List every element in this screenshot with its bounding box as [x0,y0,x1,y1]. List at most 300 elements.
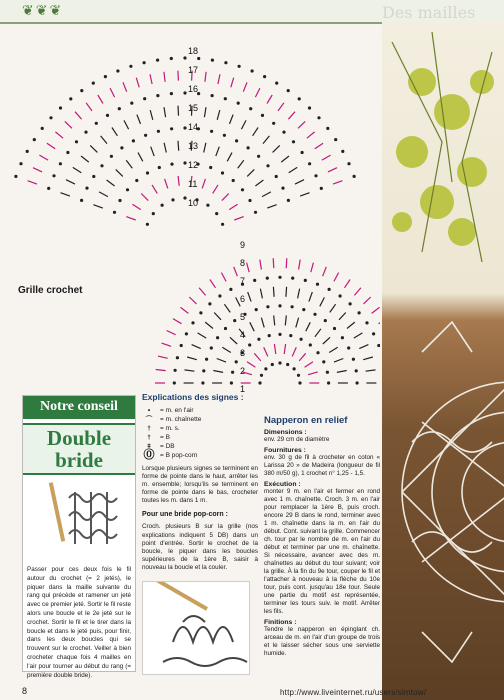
chain-stitch-mark [347,162,350,165]
double-crochet-mark [173,319,182,324]
chain-stitch-mark [156,94,159,97]
double-crochet-mark [273,287,274,297]
double-crochet-mark [90,145,97,152]
legend-symbol-icon: ⓪ [143,449,155,461]
double-crochet-mark [229,204,237,209]
double-crochet-mark [210,280,216,288]
chain-stitch-mark [143,61,146,64]
double-crochet-mark [164,107,166,117]
double-crochet-mark [39,155,48,160]
chain-stitch-mark [302,308,305,311]
chain-stitch-mark [95,122,98,125]
row-number-label: 2 [240,366,246,376]
double-crochet-mark [248,292,251,302]
double-crochet-mark [241,120,246,129]
double-crochet-mark [217,110,220,120]
double-crochet-mark [33,168,42,172]
chain-stitch-mark [174,369,177,372]
double-crochet-mark [323,337,330,344]
chain-stitch-mark [211,94,214,97]
chain-stitch-mark [221,171,224,174]
double-crochet-mark [187,357,197,360]
double-crochet-mark [379,319,381,324]
double-crochet-mark [354,333,363,338]
chain-stitch-mark [316,283,319,286]
double-crochet-mark [267,205,276,208]
chain-stitch-mark [317,116,320,119]
chain-stitch-mark [129,65,132,68]
double-crochet-mark [198,333,207,338]
chain-stitch-mark [314,174,317,177]
double-crochet-mark [81,156,89,162]
chain-stitch-mark [253,279,256,282]
double-crochet-mark [273,258,274,268]
double-crochet-mark [298,289,300,299]
double-crochet-mark [263,136,269,144]
double-crochet-mark [156,370,166,371]
double-crochet-mark [192,345,201,349]
chain-stitch-mark [118,199,121,202]
tip-header: Notre conseil [23,396,135,419]
chain-stitch-mark [183,91,186,94]
chain-stitch-mark [326,371,329,374]
finish-label: Finitions : [264,619,297,626]
double-crochet-mark [178,141,179,151]
double-crochet-mark [366,370,376,371]
chain-stitch-mark [224,97,227,100]
chain-stitch-mark [263,75,266,78]
double-crochet-mark [189,297,196,304]
double-crochet-mark [305,362,313,367]
chain-stitch-mark [52,174,55,177]
chain-stitch-mark [272,122,275,125]
double-crochet-mark [298,121,305,128]
double-crochet-mark [224,304,230,312]
double-crochet-mark [334,359,343,363]
double-crochet-mark [250,322,254,331]
double-crochet-mark [221,273,226,282]
chain-stitch-mark [110,155,113,158]
chain-stitch-mark [322,360,325,363]
double-crochet-mark [329,347,338,352]
chain-stitch-mark [104,75,107,78]
chain-stitch-mark [358,311,361,314]
double-crochet-mark [181,307,189,313]
double-crochet-mark [372,307,380,313]
double-crochet-mark [299,353,306,361]
double-crochet-mark [234,267,238,276]
double-crochet-mark [230,337,237,344]
chain-stitch-mark [278,333,281,336]
chain-stitch-mark [146,223,149,226]
chain-stitch-mark [278,361,281,364]
double-crochet-mark [267,95,272,104]
chain-stitch-mark [266,277,269,280]
double-crochet-mark [354,288,361,296]
chain-stitch-mark [75,140,78,143]
chain-stitch-mark [209,166,212,169]
chain-stitch-mark [191,321,194,324]
chain-stitch-mark [278,276,281,279]
double-crochet-mark [205,72,206,82]
chain-stitch-mark [224,327,227,330]
chain-stitch-mark [92,175,95,178]
double-crochet-mark [178,71,179,81]
chain-stitch-mark [255,308,258,311]
row-number-label: 15 [188,103,199,113]
legend-label: = B pop-corn [160,452,198,459]
double-crochet-mark [107,180,115,186]
double-crochet-mark [311,263,314,273]
legend-title: Explications des signes : [142,392,244,402]
row-number-label: 6 [240,294,246,304]
dimensions-label: Dimensions : [264,429,307,436]
chain-stitch-mark [170,57,173,60]
double-crochet-mark [274,344,275,354]
chain-stitch-mark [206,204,209,207]
chain-stitch-mark [298,381,301,384]
chain-stitch-mark [221,223,224,226]
double-crochet-mark [231,78,234,88]
double-crochet-mark [295,180,304,184]
double-crochet-mark [253,128,259,136]
chain-stitch-mark [218,294,221,297]
chain-stitch-mark [355,369,358,372]
row-number-label: 4 [240,330,246,340]
chain-stitch-mark [341,336,344,339]
tip-title [23,423,135,475]
legend-list [142,406,258,460]
double-crochet-mark [330,304,336,312]
chain-stitch-mark [120,146,123,149]
chain-stitch-mark [113,211,116,214]
double-crochet-mark [126,160,132,168]
row-number-label: 3 [240,348,246,358]
chain-stitch-mark [235,139,238,142]
chain-stitch-mark [326,127,329,130]
chain-stitch-mark [231,371,234,374]
double-crochet-mark [286,258,287,268]
double-crochet-mark [306,322,310,331]
ornament-icon: ❦❦❦ [22,2,64,18]
tip-title-line1: Double [46,426,112,450]
row-number-label: 9 [240,240,246,250]
doily-photo [382,22,504,700]
double-crochet-mark [178,106,179,116]
double-crochet-mark [136,78,139,88]
chain-stitch-mark [69,97,72,100]
double-crochet-mark [292,347,296,356]
legend-item [142,424,258,433]
row-number-label: 13 [188,141,199,151]
legend-label: = m. en l'air [160,407,194,414]
legend-item [142,433,258,442]
chain-stitch-mark [19,162,22,165]
legend-label: = DB [160,443,175,450]
chain-stitch-mark [257,338,260,341]
double-crochet-mark [363,357,373,360]
chain-stitch-mark [100,164,103,167]
double-crochet-mark [124,120,129,129]
chain-stitch-mark [301,151,304,154]
double-crochet-mark [299,260,301,270]
chart-label: Grille crochet [18,285,83,296]
double-crochet-mark [322,155,331,160]
double-crochet-mark [284,344,285,354]
chain-stitch-mark [84,131,87,134]
row-number-label: 7 [240,276,246,286]
chain-stitch-mark [293,367,296,370]
chain-stitch-mark [287,89,290,92]
row-number-label: 5 [240,312,246,322]
chain-stitch-mark [230,381,233,384]
row-number-label: 11 [188,179,198,189]
double-crochet-mark [300,193,309,196]
crochet-chart [10,28,380,423]
chain-stitch-mark [210,130,213,133]
double-crochet-mark [288,112,295,120]
chain-stitch-mark [216,336,219,339]
execution-label: Exécution : [264,481,301,488]
chain-stitch-mark [287,199,290,202]
chain-stitch-mark [180,344,183,347]
chain-stitch-mark [232,179,235,182]
legend-symbol-icon: † [147,434,151,441]
chain-stitch-mark [309,343,312,346]
dimensions-text: env. 29 cm de diamètre [264,436,330,443]
popcorn-heading: Pour une bride pop-corn : [142,511,228,519]
chain-stitch-mark [328,288,331,291]
double-crochet-mark [286,287,287,297]
row-number-label: 18 [188,46,199,56]
chain-stitch-mark [372,332,375,335]
legend-symbol-icon: • [147,407,151,414]
chain-stitch-mark [289,334,292,337]
legend-symbol-icon: ⌒ [145,416,153,423]
double-crochet-mark [260,260,262,270]
double-crochet-mark [138,153,143,162]
pattern-column [264,415,380,660]
page-header-band [0,0,504,24]
double-crochet-mark [222,347,231,352]
legend-label: = B [160,434,170,441]
chain-stitch-mark [286,363,289,366]
chain-stitch-mark [261,114,264,117]
chain-stitch-mark [316,351,319,354]
chain-stitch-mark [281,187,284,190]
execution-text: monter 9 m. en l'air et fermer en rond avec 1 m. chaînette. Croch. 3 m. en l'air pour remplacer la 1ère B, puis croch. encore 29 B dans le rond, terminer avec 1 m. chaînette dans la m. en l'air du début. Cont. suivant la grille. Commencer ch. tour par le nombre de m. en l'air du début et terminer par une m. chaînette. Si nécessaire, avancer avec des m. chaînettes au début du tour suivant; voir la grille. À la fin du 9e tour, couper le fil et l'attacher à nouveau à la flèche du 10e tour, puis cont. jusqu'au 18e tour. Seule une partie du motif est représentée, terminer les tours suiv. le motif. Arrêter les fils. [264,488,380,615]
row-number-label: 17 [188,65,199,75]
double-crochet-mark [110,88,115,97]
chain-stitch-mark [266,305,269,308]
double-crochet-mark [132,204,140,209]
chain-stitch-mark [308,106,311,109]
chain-stitch-mark [278,304,281,307]
chain-stitch-mark [233,319,236,322]
chain-stitch-mark [132,139,135,142]
chain-stitch-mark [324,319,327,322]
double-crochet-mark [86,103,92,111]
double-crochet-mark [273,145,280,152]
chain-stitch-mark [260,374,263,377]
chain-stitch-mark [66,151,69,154]
double-crochet-mark [116,169,123,176]
supplies-text: env. 30 g de fil à crocheter en coton « Larissa 20 » de Madeira (longueur de fil 380 m/50 g), 1 crochet n° 1,25 - 1,5. [264,454,380,477]
chain-stitch-mark [158,166,161,169]
double-crochet-mark [260,289,262,299]
chart-lower-fan [155,258,380,384]
legend-label: = m. s. [160,425,180,432]
chain-stitch-mark [176,356,179,359]
chain-stitch-mark [135,179,138,182]
double-crochet-mark [101,136,107,144]
chain-stitch-mark [258,381,261,384]
double-crochet-mark [150,74,152,84]
double-crochet-mark [47,143,55,149]
chain-stitch-mark [183,161,186,164]
double-crochet-mark [164,143,166,153]
legend-symbol-icon: ǂ [147,443,151,450]
double-crochet-mark [323,267,327,276]
double-crochet-mark [309,292,312,302]
chain-stitch-mark [59,162,62,165]
double-crochet-mark [162,343,172,346]
chain-stitch-mark [347,346,350,349]
chain-stitch-mark [33,138,36,141]
double-crochet-mark [214,313,221,320]
chain-stitch-mark [41,127,44,130]
chain-stitch-mark [185,332,188,335]
popcorn-illustration [142,581,250,675]
double-crochet-mark [178,176,179,186]
chain-stitch-mark [152,212,155,215]
double-crochet-mark [345,280,351,288]
double-crochet-mark [274,315,275,325]
chain-stitch-mark [333,327,336,330]
chain-stitch-mark [211,59,214,62]
double-crochet-mark [262,192,271,197]
doily-photo-art [382,22,504,700]
double-crochet-mark [123,82,127,91]
double-crochet-mark [205,322,213,328]
double-crochet-mark [98,95,103,104]
chain-stitch-mark [235,360,238,363]
chain-stitch-mark [248,199,251,202]
double-crochet-mark [278,103,284,111]
chain-stitch-mark [275,82,278,85]
double-crochet-mark [227,153,232,162]
chain-stitch-mark [257,155,260,158]
chain-stitch-mark [92,82,95,85]
chain-stitch-mark [241,188,244,191]
row-number-label: 8 [240,258,246,268]
chain-stitch-mark [271,363,274,366]
double-crochet-mark [217,359,226,363]
row-number-label: 12 [188,160,199,170]
double-crochet-mark [126,217,135,220]
chain-stitch-mark [59,106,62,109]
double-crochet-mark [230,115,234,124]
double-crochet-mark [359,345,368,349]
double-crochet-mark [164,72,165,82]
double-crochet-mark [150,110,153,120]
double-crochet-mark [93,205,102,208]
legend-label: = m. chaînette [160,416,202,423]
chain-stitch-mark [116,69,119,72]
chain-stitch-mark [80,89,83,92]
double-crochet-mark [296,318,299,328]
chain-stitch-mark [264,367,267,370]
chain-stitch-mark [377,344,380,347]
popcorn-paragraph: Croch. plusieurs B sur la grille (nos explications indiquent 5 DB) dans un point d'entrée. Sortir le crochet de la boucle, le piquer dans les boucles supérieures de la 1ère B, saisir à nouveau la boucle et la couler. [142,523,258,571]
chain-stitch-mark [144,134,147,137]
double-crochet-mark [337,371,347,373]
chain-stitch-mark [334,138,337,141]
chain-stitch-mark [47,187,50,190]
chain-stitch-mark [229,288,232,291]
double-crochet-mark [66,180,75,184]
chain-stitch-mark [282,131,285,134]
double-crochet-mark [218,74,220,84]
chain-stitch-mark [297,374,300,377]
chain-stitch-mark [249,107,252,110]
double-crochet-mark [202,179,205,189]
double-crochet-mark [137,115,141,124]
double-crochet-mark [320,297,325,306]
tip-text: Passer pour ces deux fois le fil autour du crochet (= 2 jetés), le piquer dans la maille suivante du rang qui précède et ramener un jeté avec ce premier jeté. Sortir le fil reste alors une boucle et le 2e jeté sur le crochet. Sortir le fil et le tirer dans la boucle et dans le jeté puis, pour finir, dans les deux boucles qui se trouvent sur le crochet. Veiller à bien crocheter chaque fois 4 mailles en l'air pour tourner au début du rang (= première double bride). [27,566,131,679]
chain-stitch-mark [308,162,311,165]
page-number: 8 [22,686,28,696]
double-crochet-mark [28,181,37,184]
chain-stitch-mark [161,204,164,207]
chain-stitch-mark [268,334,271,337]
chain-stitch-mark [339,294,342,297]
chain-stitch-mark [183,196,186,199]
chain-stitch-mark [248,343,251,346]
chain-stitch-mark [349,302,352,305]
chain-stitch-mark [173,381,176,384]
double-crochet-mark [243,82,247,91]
chain-stitch-mark [353,175,356,178]
double-crochet-mark [289,167,298,172]
double-crochet-mark [141,194,148,201]
double-crochet-mark [65,121,72,128]
double-crochet-mark [216,147,220,156]
double-crochet-mark [254,353,260,361]
chain-stitch-mark [171,198,174,201]
chain-stitch-mark [292,140,295,143]
double-crochet-mark [364,297,371,304]
double-crochet-mark [61,193,70,196]
double-crochet-mark [213,185,218,194]
tip-box [22,395,136,679]
chain-stitch-mark [183,126,186,129]
double-crochet-mark [261,318,264,328]
double-crochet-mark [112,128,118,136]
row-number-label: 16 [188,84,199,94]
double-crochet-mark [73,167,82,172]
double-crochet-mark [213,371,223,373]
double-crochet-mark [281,156,289,162]
double-crochet-mark [238,160,244,168]
chain-stitch-mark [304,279,307,282]
chain-stitch-mark [266,164,269,167]
chain-stitch-mark [320,187,323,190]
double-crochet-mark [167,331,176,335]
chain-stitch-mark [208,302,211,305]
double-crochet-mark [339,313,346,320]
chain-stitch-mark [26,150,29,153]
